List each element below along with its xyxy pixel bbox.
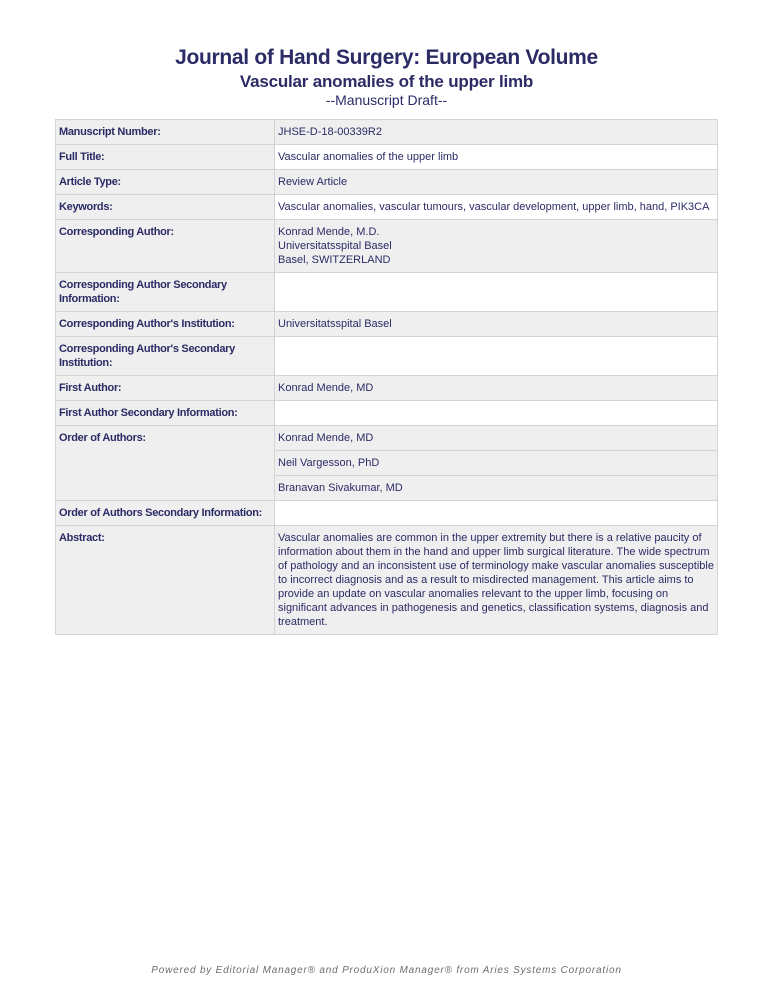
value-corresponding-author-institution: Universitatsspital Basel bbox=[275, 312, 718, 337]
value-article-type: Review Article bbox=[275, 170, 718, 195]
label-keywords: Keywords: bbox=[56, 195, 275, 220]
label-full-title: Full Title: bbox=[56, 145, 275, 170]
row-article-type bbox=[56, 170, 718, 195]
label-corresponding-author-secondary: Corresponding Author Secondary Information: bbox=[56, 273, 275, 312]
value-corresponding-author-secondary-institution bbox=[275, 337, 718, 376]
document-header bbox=[0, 44, 773, 108]
value-abstract: Vascular anomalies are common in the upper extremity but there is a relative paucity of information about them in the hand and upper limb surgical literature. The wide spectrum of pathology and an inconsistent use of terminology make vascular anomalies susceptible to incorrect diagnosis and as a result to misdirected management. This article aims to provide an update on vascular anomalies relevant to the upper limb, focusing on significant advances in pathogenesis and genetics, classification systems, diagnosis and treatment. bbox=[275, 526, 718, 635]
row-corresponding-author-institution bbox=[56, 312, 718, 337]
value-corresponding-author bbox=[275, 220, 718, 273]
value-keywords: Vascular anomalies, vascular tumours, vascular development, upper limb, hand, PIK3CA bbox=[275, 195, 718, 220]
label-first-author-secondary: First Author Secondary Information: bbox=[56, 401, 275, 426]
value-manuscript-number: JHSE-D-18-00339R2 bbox=[275, 120, 718, 145]
corresponding-author-institution: Universitatsspital Basel bbox=[278, 240, 392, 252]
label-abstract: Abstract: bbox=[56, 526, 275, 635]
row-full-title bbox=[56, 145, 718, 170]
row-order-of-authors bbox=[56, 426, 718, 451]
label-first-author: First Author: bbox=[56, 376, 275, 401]
article-title: Vascular anomalies of the upper limb bbox=[239, 72, 534, 91]
label-manuscript-number: Manuscript Number: bbox=[56, 120, 275, 145]
value-first-author-secondary bbox=[275, 401, 718, 426]
journal-title: Journal of Hand Surgery: European Volume bbox=[175, 46, 598, 69]
row-abstract bbox=[56, 526, 718, 635]
row-keywords bbox=[56, 195, 718, 220]
row-corresponding-author bbox=[56, 220, 718, 273]
row-corresponding-author-secondary-institution bbox=[56, 337, 718, 376]
label-corresponding-author-secondary-institution: Corresponding Author's Secondary Institution: bbox=[56, 337, 275, 376]
row-manuscript-number bbox=[56, 120, 718, 145]
corresponding-author-name: Konrad Mende, M.D. bbox=[278, 226, 380, 238]
author-2: Neil Vargesson, PhD bbox=[275, 451, 718, 476]
label-order-of-authors-secondary: Order of Authors Secondary Information: bbox=[56, 501, 275, 526]
label-article-type: Article Type: bbox=[56, 170, 275, 195]
row-order-of-authors-secondary bbox=[56, 501, 718, 526]
corresponding-author-location: Basel, SWITZERLAND bbox=[278, 254, 391, 266]
manuscript-metadata-table bbox=[55, 119, 718, 635]
value-corresponding-author-secondary bbox=[275, 273, 718, 312]
powered-by-footer: Powered by Editorial Manager® and ProduXion Manager® from Aries Systems Corporation bbox=[151, 965, 622, 976]
row-first-author bbox=[56, 376, 718, 401]
value-full-title: Vascular anomalies of the upper limb bbox=[275, 145, 718, 170]
label-corresponding-author: Corresponding Author: bbox=[56, 220, 275, 273]
label-corresponding-author-institution: Corresponding Author's Institution: bbox=[56, 312, 275, 337]
author-1: Konrad Mende, MD bbox=[275, 426, 718, 451]
value-order-of-authors-secondary bbox=[275, 501, 718, 526]
author-3: Branavan Sivakumar, MD bbox=[275, 476, 718, 501]
row-first-author-secondary bbox=[56, 401, 718, 426]
draft-label: --Manuscript Draft-- bbox=[325, 92, 448, 108]
label-order-of-authors: Order of Authors: bbox=[56, 426, 275, 501]
row-corresponding-author-secondary bbox=[56, 273, 718, 312]
value-first-author: Konrad Mende, MD bbox=[275, 376, 718, 401]
